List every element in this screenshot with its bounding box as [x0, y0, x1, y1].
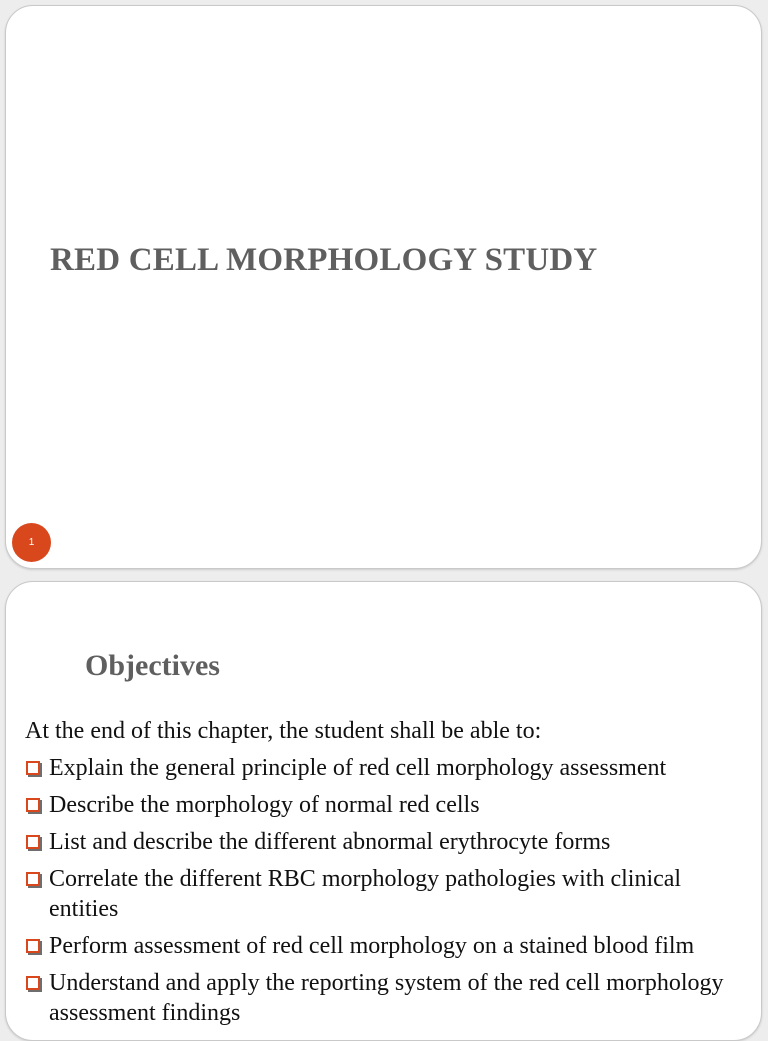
- list-item-text: Correlate the different RBC morphology pathologies with clinical entities: [49, 866, 682, 922]
- slide-title: Objectives: [85, 649, 220, 682]
- square-bullet-icon: [26, 798, 40, 812]
- list-item-text: List and describe the different abnormal erythrocyte forms: [49, 829, 611, 855]
- list-item-text: Perform assessment of red cell morphology on a stained blood film: [49, 933, 695, 959]
- list-item: [25, 968, 755, 1028]
- list-item-text: Describe the morphology of normal red cells: [49, 792, 480, 818]
- list-item: [25, 864, 755, 924]
- square-bullet-icon: [26, 976, 40, 990]
- list-item: [25, 753, 755, 783]
- square-bullet-icon: [26, 939, 40, 953]
- list-item: [25, 931, 755, 961]
- intro-text: At the end of this chapter, the student shall be able to:: [25, 718, 542, 744]
- square-bullet-icon: [26, 835, 40, 849]
- slide-1: [5, 5, 762, 569]
- list-item-text: Understand and apply the reporting system of the red cell morphology assessment findings: [49, 970, 724, 1026]
- list-item: [25, 827, 755, 857]
- page-number-badge: 1: [12, 523, 51, 562]
- list-item: [25, 790, 755, 820]
- square-bullet-icon: [26, 872, 40, 886]
- square-bullet-icon: [26, 761, 40, 775]
- list-item-text: Explain the general principle of red cell morphology assessment: [49, 755, 667, 781]
- objectives-list: [25, 753, 755, 1035]
- slide-2: [5, 581, 762, 1041]
- slide-title: RED CELL MORPHOLOGY STUDY: [50, 242, 598, 278]
